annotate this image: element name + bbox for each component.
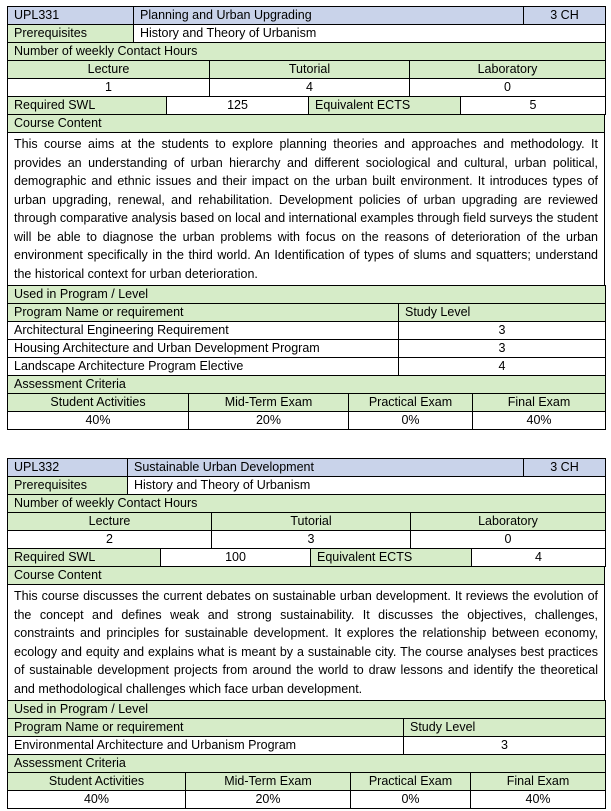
table-row [8, 358, 606, 376]
final-header: Final Exam [473, 394, 606, 412]
study-level: 3 [399, 340, 606, 358]
final-value: 40% [471, 791, 606, 809]
table-row [8, 340, 606, 358]
course-block-upl331 [7, 6, 605, 430]
program-name: Architectural Engineering Requirement [8, 322, 399, 340]
study-level-header: Study Level [404, 719, 606, 737]
lecture-hours: 2 [8, 531, 212, 549]
study-level-header: Study Level [399, 304, 606, 322]
used-in-program-label: Used in Program / Level [8, 286, 606, 304]
study-level: 3 [404, 737, 606, 755]
course-content-text: This course aims at the students to explore planning theories and approaches and methodology. It provides an understanding of urban hierarchy and different sociological and cultural, urban political, demographic and ethnic issues and their impact on the urban built environment. It introduces types of urban upgrading, renewal, and rehabilitation. Development policies of urban upgrading are reviewed through comparative analysis based on local and international examples through field surveys the student will be able to diagnose the urban problems with focus on the reasons of deterioration of the urban environment specifically in the third world. An Identification of types of slums and squatters; understand the historical context for urban deterioration. [8, 133, 605, 286]
course-header-row [8, 459, 606, 477]
used-in-program-label: Used in Program / Level [8, 701, 606, 719]
swl-table [7, 96, 606, 115]
prerequisites-value: History and Theory of Urbanism [128, 477, 606, 495]
prerequisites-table [7, 24, 606, 43]
program-name: Housing Architecture and Urban Development Program [8, 340, 399, 358]
ects-label: Equivalent ECTS [309, 97, 461, 115]
swl-label: Required SWL [8, 97, 167, 115]
ects-value: 5 [461, 97, 606, 115]
lecture-header: Lecture [8, 61, 210, 79]
course-content-table [7, 566, 605, 701]
course-title: Sustainable Urban Development [128, 459, 524, 477]
contact-hours-label: Number of weekly Contact Hours [8, 495, 606, 513]
contact-hours-label: Number of weekly Contact Hours [8, 43, 606, 61]
laboratory-hours: 0 [410, 79, 606, 97]
program-name-header: Program Name or requirement [8, 304, 399, 322]
practical-value: 0% [351, 791, 471, 809]
course-credits: 3 CH [524, 7, 606, 25]
ects-value: 4 [472, 549, 606, 567]
tutorial-header: Tutorial [210, 61, 410, 79]
program-name: Landscape Architecture Program Elective [8, 358, 399, 376]
tutorial-hours: 4 [210, 79, 410, 97]
course-content-text: This course discusses the current debates on sustainable urban development. It reviews the evolution of the concept and defines weak and strong sustainability. It discusses the objectives, challenges, constraints and principles for sustainable development. It explores the relationship between economy, ecology and equity and explains what is meant by a sustainable city. The course analyses best practices of sustainable development projects from around the world to draw lessons and identify the theoretical and methodological challenges which face urban development. [8, 585, 605, 701]
course-code: UPL332 [8, 459, 128, 477]
program-level-table [7, 285, 606, 376]
student-activities-value: 40% [8, 791, 186, 809]
prerequisites-value: History and Theory of Urbanism [134, 25, 606, 43]
contact-hours-table [7, 42, 606, 97]
program-name: Environmental Architecture and Urbanism Program [8, 737, 404, 755]
midterm-header: Mid-Term Exam [189, 394, 349, 412]
prerequisites-label: Prerequisites [8, 25, 134, 43]
study-level: 3 [399, 322, 606, 340]
prerequisites-table [7, 476, 606, 495]
laboratory-header: Laboratory [411, 513, 606, 531]
course-credits: 3 CH [524, 459, 606, 477]
midterm-value: 20% [186, 791, 351, 809]
course-content-label: Course Content [8, 567, 605, 585]
table-row [8, 737, 606, 755]
course-content-label: Course Content [8, 115, 605, 133]
course-content-table [7, 114, 605, 286]
tutorial-header: Tutorial [212, 513, 411, 531]
swl-value: 125 [167, 97, 309, 115]
course-header-table [7, 6, 606, 25]
lecture-header: Lecture [8, 513, 212, 531]
student-activities-value: 40% [8, 412, 189, 430]
ects-label: Equivalent ECTS [311, 549, 472, 567]
midterm-header: Mid-Term Exam [186, 773, 351, 791]
swl-label: Required SWL [8, 549, 161, 567]
student-activities-header: Student Activities [8, 394, 189, 412]
study-level: 4 [399, 358, 606, 376]
program-name-header: Program Name or requirement [8, 719, 404, 737]
program-level-table [7, 700, 606, 755]
laboratory-header: Laboratory [410, 61, 606, 79]
course-header-table [7, 458, 606, 477]
student-activities-header: Student Activities [8, 773, 186, 791]
final-value: 40% [473, 412, 606, 430]
swl-value: 100 [161, 549, 311, 567]
swl-table [7, 548, 606, 567]
assessment-label: Assessment Criteria [8, 755, 606, 773]
assessment-table [7, 754, 606, 809]
course-code: UPL331 [8, 7, 134, 25]
final-header: Final Exam [471, 773, 606, 791]
midterm-value: 20% [189, 412, 349, 430]
lecture-hours: 1 [8, 79, 210, 97]
contact-hours-table [7, 494, 606, 549]
practical-header: Practical Exam [349, 394, 473, 412]
practical-value: 0% [349, 412, 473, 430]
laboratory-hours: 0 [411, 531, 606, 549]
course-block-upl332 [7, 458, 605, 809]
prerequisites-label: Prerequisites [8, 477, 128, 495]
course-header-row [8, 7, 606, 25]
assessment-label: Assessment Criteria [8, 376, 606, 394]
assessment-table [7, 375, 606, 430]
course-title: Planning and Urban Upgrading [134, 7, 524, 25]
table-row [8, 322, 606, 340]
tutorial-hours: 3 [212, 531, 411, 549]
practical-header: Practical Exam [351, 773, 471, 791]
